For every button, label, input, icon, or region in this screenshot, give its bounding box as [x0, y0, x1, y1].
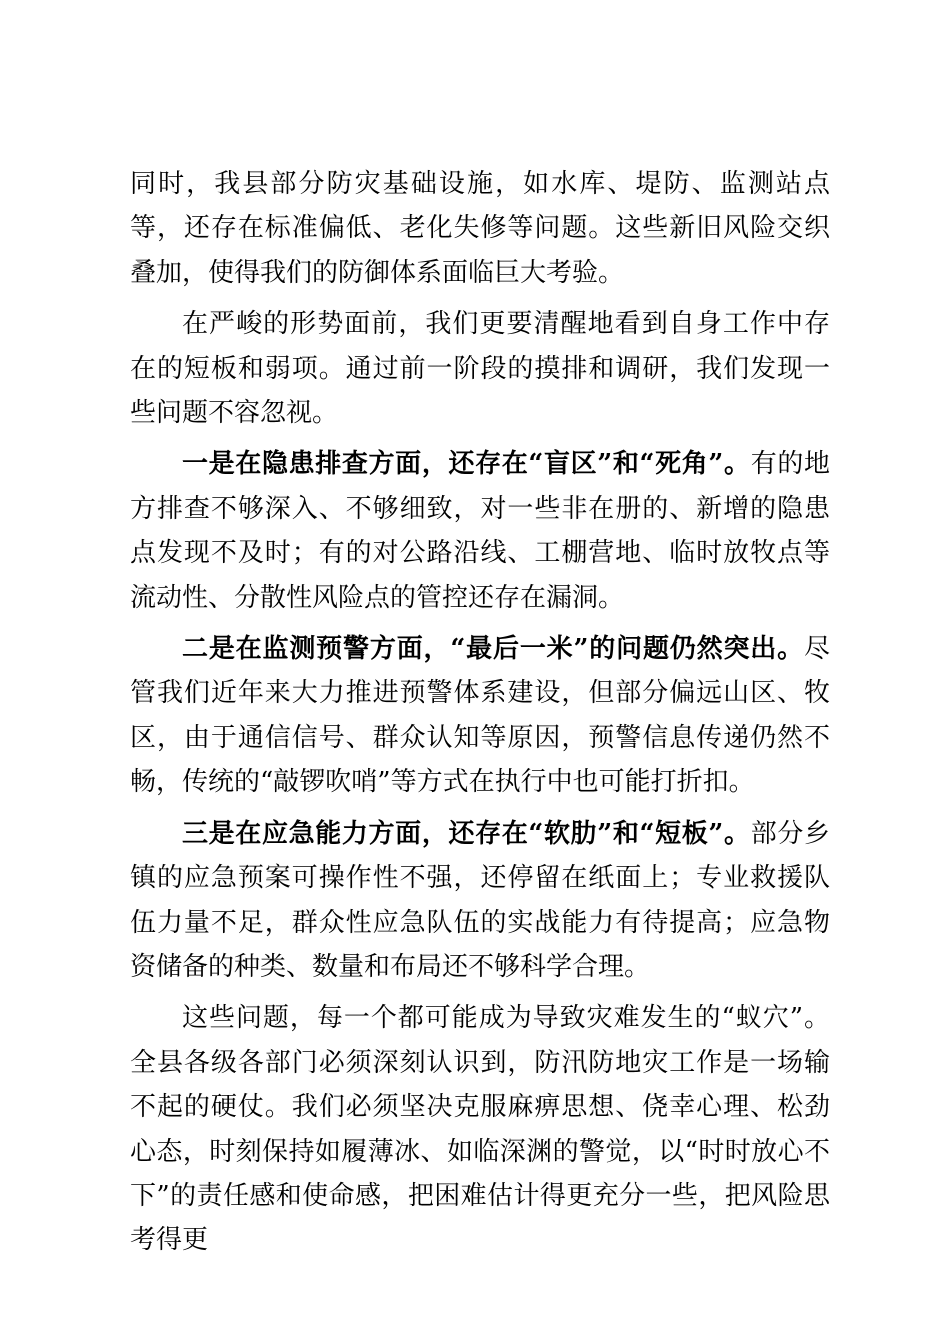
paragraph-text: 在严峻的形势面前，我们更要清醒地看到自身工作中存在的短板和弱项。通过前一阶段的摸排和调研，我们发现一些问题不容忽视。 [130, 309, 830, 429]
paragraph-emergency-capacity [130, 812, 830, 990]
paragraph-infrastructure-risks [130, 162, 830, 295]
paragraph-monitoring-warning [130, 627, 830, 805]
paragraph-hazard-inspection [130, 442, 830, 620]
paragraph-text: 这些问题，每一个都可能成为导致灾难发生的“蚁穴”。全县各级各部门必须深刻认识到，防汛防地灾工作是一场输不起的硬仗。我们必须坚决克服麻痹思想、侥幸心理、松劲心态，时刻保持如履薄冰、如临深渊的警觉，以“时时放心不下”的责任感和使命感，把困难估计得更充分一些，把风险思考得更 [130, 1003, 830, 1256]
paragraph-conclusion [130, 996, 830, 1262]
paragraph-lead: 二是在监测预警方面，“最后一米”的问题仍然突出。 [182, 634, 804, 665]
paragraph-text: 尽管我们近年来大力推进预警体系建设，但部分偏远山区、牧区，由于通信信号、群众认知等原因，预警信息传递仍然不畅，传统的“敲锣吹哨”等方式在执行中也可能打折扣。 [130, 634, 830, 798]
paragraph-shortcomings [130, 302, 830, 435]
paragraph-text: 部分乡镇的应急预案可操作性不强，还停留在纸面上；专业救援队伍力量不足，群众性应急队伍的实战能力有待提高；应急物资储备的种类、数量和布局还不够科学合理。 [130, 818, 830, 982]
document-page [130, 162, 830, 1263]
paragraph-lead: 三是在应急能力方面，还存在“软肋”和“短板”。 [182, 818, 751, 849]
paragraph-lead: 一是在隐患排查方面，还存在“盲区”和“死角”。 [182, 449, 751, 480]
paragraph-text: 有的地方排查不够深入、不够细致，对一些非在册的、新增的隐患点发现不及时；有的对公路沿线、工棚营地、临时放牧点等流动性、分散性风险点的管控还存在漏洞。 [130, 449, 830, 613]
paragraph-text: 同时，我县部分防灾基础设施，如水库、堤防、监测站点等，还存在标准偏低、老化失修等问题。这些新旧风险交织叠加，使得我们的防御体系面临巨大考验。 [130, 169, 830, 288]
